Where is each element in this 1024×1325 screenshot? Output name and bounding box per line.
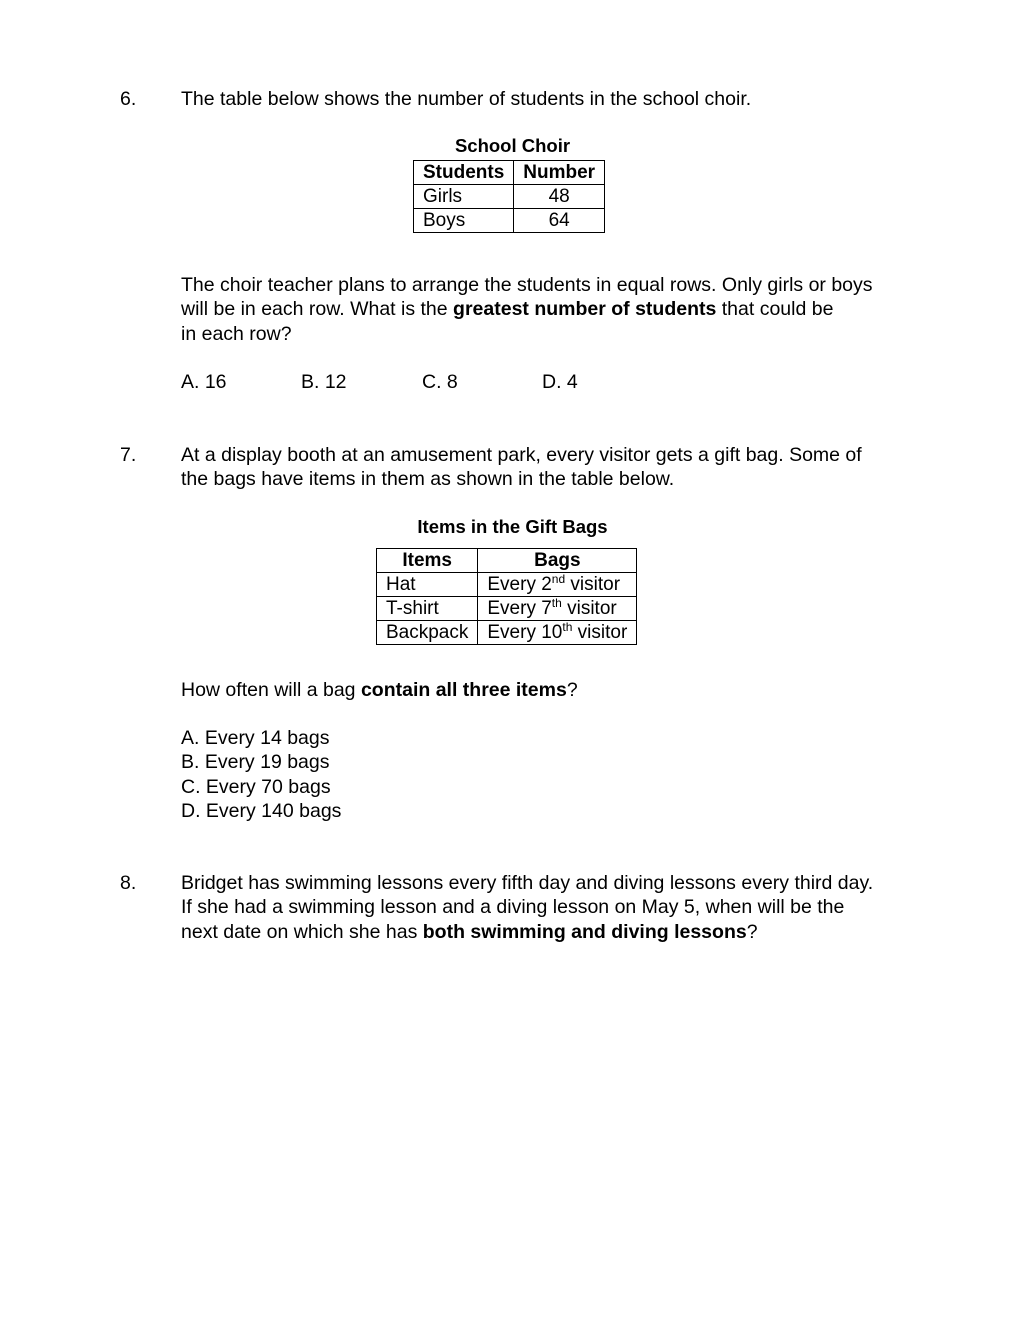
- table-row: [414, 209, 605, 233]
- table-cell: Every 2nd visitor: [478, 573, 637, 597]
- table-cell: Girls: [414, 185, 514, 209]
- table-header: Bags: [478, 549, 637, 573]
- school-choir-table: [413, 160, 605, 233]
- question-intro: At a display booth at an amusement park, every visitor gets a gift bag. Some of the bags have items in them as shown in the table below.: [181, 444, 862, 491]
- question-number: 7.: [120, 444, 137, 466]
- answer-choice: B. 12: [301, 371, 347, 393]
- table-row: [377, 573, 637, 597]
- question-number: 8.: [120, 872, 137, 894]
- question-text: Bridget has swimming lessons every fifth day and diving lessons every third day. If she had a swimming lesson and a diving lesson on May 5, when will be the next date on which she has both swimming and diving lessons?: [181, 872, 874, 943]
- table-row: [414, 185, 605, 209]
- emphasis: greatest number of students: [453, 298, 717, 321]
- table-cell: Backpack: [377, 621, 478, 645]
- emphasis: contain all three items: [360, 679, 567, 701]
- table-cell: Hat: [377, 573, 478, 597]
- table-cell: Every 10th visitor: [478, 621, 637, 645]
- answer-choice: A. Every 14 bags: [181, 727, 330, 749]
- question-number: 6.: [120, 88, 137, 110]
- table-cell: 48: [514, 185, 605, 209]
- answer-choice: C. 8: [422, 371, 458, 393]
- table-header: Items: [377, 549, 478, 573]
- table-title: School Choir: [454, 135, 571, 156]
- table-row: [377, 621, 637, 645]
- answer-choice: B. Every 19 bags: [181, 751, 330, 774]
- answer-choices: [181, 726, 341, 823]
- answer-choice: D. Every 140 bags: [181, 799, 342, 822]
- table-header: Students: [414, 161, 514, 185]
- answer-choice: C. Every 70 bags: [181, 775, 331, 798]
- gift-bags-table: [376, 548, 637, 645]
- table-title: Items in the Gift Bags: [417, 516, 608, 537]
- table-cell: Every 7th visitor: [478, 597, 637, 621]
- emphasis: both swimming and diving lessons: [422, 920, 747, 943]
- table-header: Number: [514, 161, 605, 185]
- table-cell: T-shirt: [377, 597, 478, 621]
- question-text: The choir teacher plans to arrange the students in equal rows. Only girls or boys will be in each row. What is the greatest number of students that could be in each row?: [181, 274, 873, 345]
- table-cell: Boys: [414, 209, 514, 233]
- table-cell: 64: [514, 209, 605, 233]
- question-intro: The table below shows the number of students in the school choir.: [181, 88, 752, 110]
- question-text: How often will a bag contain all three items?: [181, 679, 578, 701]
- table-row: [377, 597, 637, 621]
- answer-choice: A. 16: [181, 371, 227, 393]
- answer-choice: D. 4: [542, 371, 578, 393]
